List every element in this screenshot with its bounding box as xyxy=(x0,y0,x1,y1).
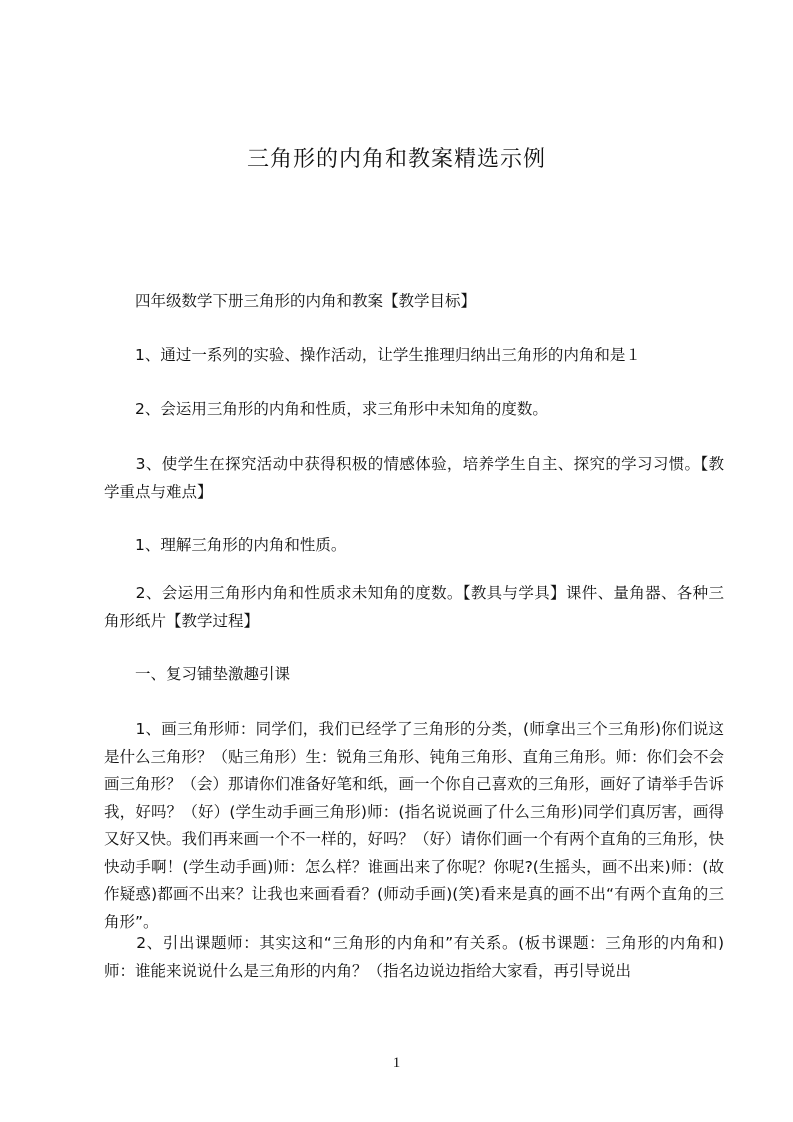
section-heading-review: 一、复习铺垫激趣引课 xyxy=(104,665,291,683)
paragraph-goal-1: 1、通过一系列的实验、操作活动，让学生推理归纳出三角形的内角和是１ xyxy=(104,346,641,364)
page-number: 1 xyxy=(392,1055,401,1071)
paragraph-key-1: 1、理解三角形的内角和性质。 xyxy=(104,536,347,554)
paragraph-draw-triangle: 1、画三角形师：同学们，我们已经学了三角形的分类，(师拿出三个三角形)你们说这是什么三角形？（贴三角形）生：锐角三角形、钝角三角形、直角三角形。师：你们会不会画三角形？（会）那请你们准备好笔和纸，画一个你自己喜欢的三角形，画好了请举手告诉我，好吗？（好）(学生动手画三角形)师：(指名说说画了什么三角形)同学们真厉害，画得又好又快。我们再来画一个不一样的，好吗？（好）请你们画一个有两个直角的三角形，快快动手啊！(学生动手画)师：怎么样？谁画出来了你呢？你呢?(生摇头，画不出来)师：(故作疑惑)都画不出来？让我也来画看看？(师动手画)(笑)看来是真的画不出“有两个直角的三角形”。 xyxy=(104,720,725,931)
paragraph-intro-topic: 2、引出课题师：其实这和“三角形的内角和”有关系。(板书课题：三角形的内角和)师：谁能来说说什么是三角形的内角？（指名边说边指给大家看，再引导说出 xyxy=(104,934,724,980)
paragraph-goal-2: 2、会运用三角形的内角和性质，求三角形中未知角的度数。 xyxy=(104,400,548,418)
paragraph-intro: 四年级数学下册三角形的内角和教案【教学目标】 xyxy=(104,292,477,310)
page-title: 三角形的内角和教案精选示例 xyxy=(246,147,546,172)
paragraph-key-2: 2、会运用三角形内角和性质求未知角的度数。【教具与学具】课件、量角器、各种三角形纸片【教学过程】 xyxy=(104,584,724,630)
paragraph-goal-3: 3、使学生在探究活动中获得积极的情感体验，培养学生自主、探究的学习习惯。【教学重点与难点】 xyxy=(104,455,724,501)
